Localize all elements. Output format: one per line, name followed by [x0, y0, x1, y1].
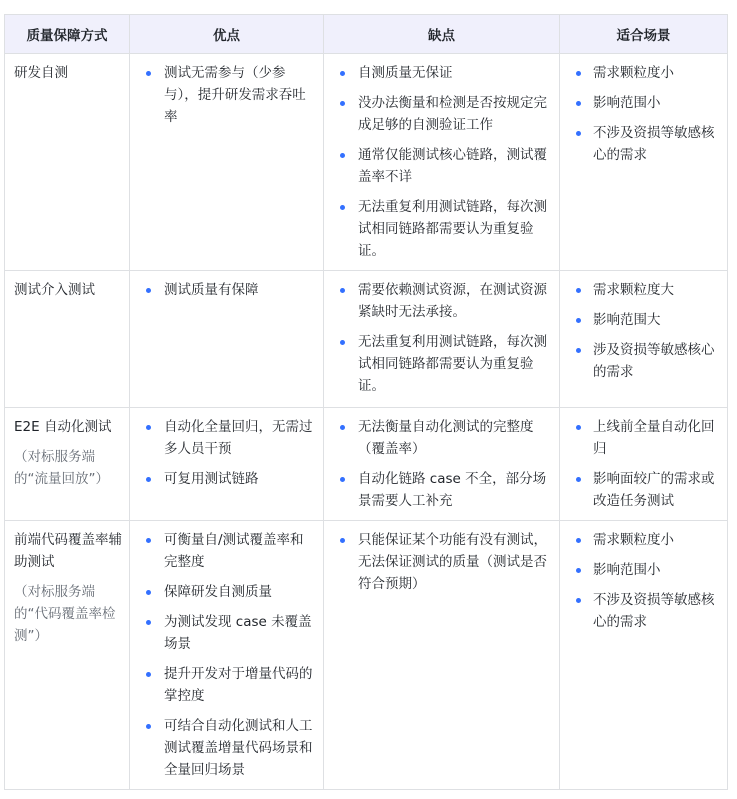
bullet-icon	[340, 340, 345, 345]
bullet-icon	[146, 590, 151, 595]
header-pros: 优点	[130, 15, 324, 54]
con-text: 只能保证某个功能有没有测试，无法保证测试的质量（测试是否符合预期）	[358, 532, 547, 592]
bullet-icon	[576, 538, 581, 543]
bullet-icon	[576, 288, 581, 293]
table-body	[5, 54, 728, 790]
bullet-icon	[146, 538, 151, 543]
method-name: E2E 自动化测试	[14, 419, 112, 435]
list-item	[139, 529, 314, 573]
bullet-icon	[340, 538, 345, 543]
table-row	[5, 521, 728, 790]
list-item	[333, 144, 550, 188]
list-item	[333, 529, 550, 595]
list-item	[333, 416, 550, 460]
scene-text: 需求颗粒度大	[593, 282, 674, 298]
bullet-icon	[340, 101, 345, 106]
cell-cons	[324, 54, 560, 271]
list-item	[569, 529, 718, 551]
con-text: 无法重复利用测试链路，每次测试相同链路都需要认为重复验证。	[358, 334, 547, 394]
scene-text: 需求颗粒度小	[593, 532, 674, 548]
cons-list	[333, 279, 550, 397]
bullet-icon	[340, 153, 345, 158]
scene-text: 影响范围小	[593, 95, 661, 111]
table-row	[5, 271, 728, 408]
con-text: 通常仅能测试核心链路，测试覆盖率不详	[358, 147, 547, 185]
header-row	[5, 15, 728, 54]
bullet-icon	[576, 348, 581, 353]
cell-scenes	[560, 271, 728, 408]
pro-text: 提升开发对于增量代码的掌控度	[164, 666, 313, 704]
cell-scenes	[560, 408, 728, 521]
table-row	[5, 54, 728, 271]
scene-text: 涉及资损等敏感核心的需求	[593, 342, 715, 380]
table-row	[5, 408, 728, 521]
bullet-icon	[146, 477, 151, 482]
pros-list	[139, 529, 314, 781]
bullet-icon	[146, 672, 151, 677]
list-item	[569, 122, 718, 166]
con-text: 没办法衡量和检测是否按规定完成足够的自测验证工作	[358, 95, 547, 133]
cell-pros	[130, 271, 324, 408]
cell-pros	[130, 408, 324, 521]
pro-text: 可衡量自/测试覆盖率和完整度	[164, 532, 304, 570]
bullet-icon	[340, 477, 345, 482]
bullet-icon	[340, 71, 345, 76]
cell-cons	[324, 408, 560, 521]
list-item	[569, 279, 718, 301]
method-name: 前端代码覆盖率辅助测试	[14, 532, 122, 570]
bullet-icon	[576, 477, 581, 482]
list-item	[139, 581, 314, 603]
pro-text: 测试无需参与（少参与），提升研发需求吞吐率	[164, 65, 306, 125]
scene-text: 不涉及资损等敏感核心的需求	[593, 592, 715, 630]
bullet-icon	[576, 71, 581, 76]
header-method: 质量保障方式	[5, 15, 130, 54]
list-item	[569, 559, 718, 581]
cell-cons	[324, 521, 560, 790]
cons-list	[333, 529, 550, 595]
list-item	[139, 663, 314, 707]
con-text: 自测质量无保证	[358, 65, 453, 81]
list-item	[569, 92, 718, 114]
bullet-icon	[576, 598, 581, 603]
con-text: 自动化链路 case 不全，部分场景需要人工补充	[358, 471, 547, 509]
cell-cons	[324, 271, 560, 408]
scene-text: 影响范围大	[593, 312, 661, 328]
cell-pros	[130, 54, 324, 271]
scenes-list	[569, 279, 718, 383]
bullet-icon	[340, 288, 345, 293]
scenes-list	[569, 416, 718, 512]
cons-list	[333, 62, 550, 262]
list-item	[569, 62, 718, 84]
cell-pros	[130, 521, 324, 790]
pros-list	[139, 416, 314, 490]
scene-text: 影响面较广的需求或改造任务测试	[593, 471, 715, 509]
list-item	[139, 62, 314, 128]
cell-method	[5, 521, 130, 790]
bullet-icon	[576, 101, 581, 106]
list-item	[333, 279, 550, 323]
list-item	[569, 589, 718, 633]
cell-method	[5, 54, 130, 271]
pro-text: 自动化全量回归，无需过多人员干预	[164, 419, 313, 457]
header-scenes: 适合场景	[560, 15, 728, 54]
bullet-icon	[576, 318, 581, 323]
bullet-icon	[146, 71, 151, 76]
method-name: 测试介入测试	[14, 282, 95, 298]
list-item	[569, 339, 718, 383]
pro-text: 保障研发自测质量	[164, 584, 272, 600]
bullet-icon	[146, 425, 151, 430]
scene-text: 影响范围小	[593, 562, 661, 578]
pro-text: 可复用测试链路	[164, 471, 259, 487]
bullet-icon	[146, 620, 151, 625]
bullet-icon	[146, 288, 151, 293]
list-item	[569, 468, 718, 512]
list-item	[333, 92, 550, 136]
list-item	[569, 416, 718, 460]
method-name: 研发自测	[14, 65, 68, 81]
cell-scenes	[560, 54, 728, 271]
list-item	[333, 62, 550, 84]
bullet-icon	[576, 425, 581, 430]
list-item	[139, 468, 314, 490]
bullet-icon	[576, 131, 581, 136]
con-text: 需要依赖测试资源，在测试资源紧缺时无法承接。	[358, 282, 547, 320]
cons-list	[333, 416, 550, 512]
list-item	[139, 611, 314, 655]
scene-text: 需求颗粒度小	[593, 65, 674, 81]
pro-text: 测试质量有保障	[164, 282, 259, 298]
pros-list	[139, 62, 314, 128]
method-note: （对标服务端的“代码覆盖率检测”）	[14, 584, 116, 644]
list-item	[333, 468, 550, 512]
bullet-icon	[146, 724, 151, 729]
con-text: 无法衡量自动化测试的完整度（覆盖率）	[358, 419, 534, 457]
pros-list	[139, 279, 314, 301]
bullet-icon	[340, 425, 345, 430]
cell-method	[5, 271, 130, 408]
header-cons: 缺点	[324, 15, 560, 54]
cell-scenes	[560, 521, 728, 790]
pro-text: 为测试发现 case 未覆盖场景	[164, 614, 312, 652]
scenes-list	[569, 62, 718, 166]
list-item	[569, 309, 718, 331]
con-text: 无法重复利用测试链路，每次测试相同链路都需要认为重复验证。	[358, 199, 547, 259]
bullet-icon	[340, 205, 345, 210]
list-item	[333, 196, 550, 262]
list-item	[139, 715, 314, 781]
scene-text: 上线前全量自动化回归	[593, 419, 715, 457]
list-item	[333, 331, 550, 397]
cell-method	[5, 408, 130, 521]
bullet-icon	[576, 568, 581, 573]
list-item	[139, 416, 314, 460]
scenes-list	[569, 529, 718, 633]
pro-text: 可结合自动化测试和人工测试覆盖增量代码场景和全量回归场景	[164, 718, 313, 778]
scene-text: 不涉及资损等敏感核心的需求	[593, 125, 715, 163]
list-item	[139, 279, 314, 301]
comparison-table	[4, 14, 728, 790]
method-note: （对标服务端的“流量回放”）	[14, 449, 109, 487]
